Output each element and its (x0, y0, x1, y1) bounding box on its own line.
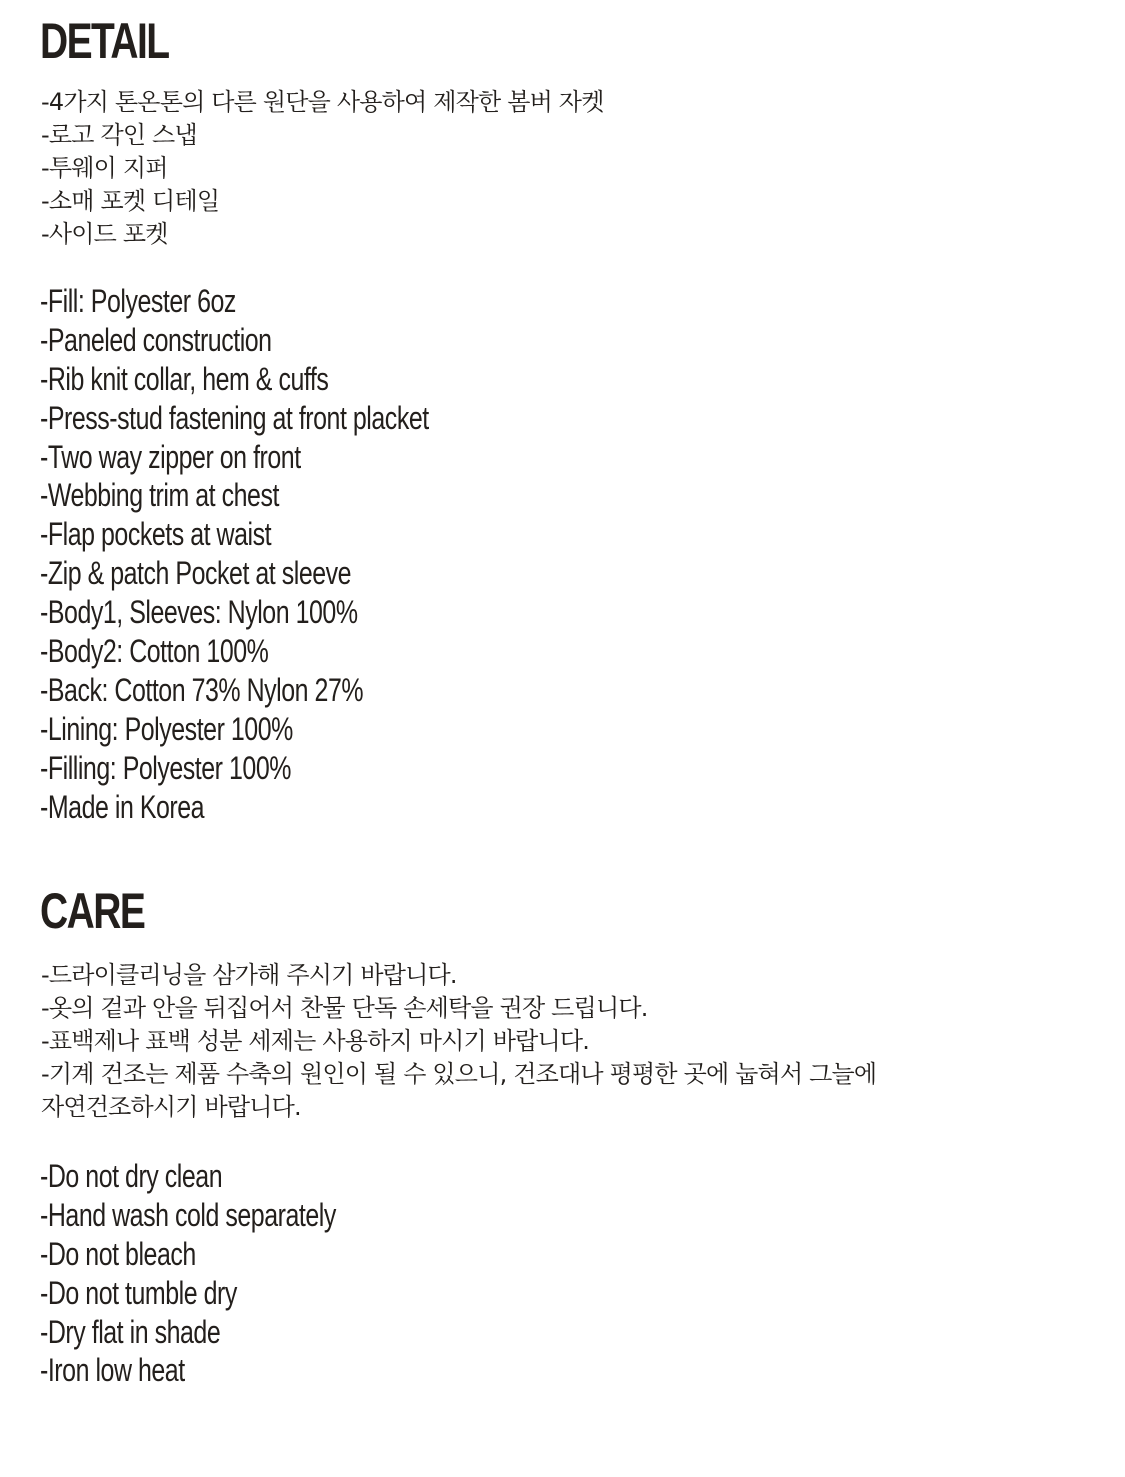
detail-english-item: -Lining: Polyester 100% (40, 710, 293, 747)
care-english-item: -Do not tumble dry (40, 1274, 237, 1311)
detail-korean-item: -4가지 톤온톤의 다른 원단을 사용하여 제작한 봄버 자켓 (41, 88, 604, 116)
detail-heading: DETAIL (40, 13, 169, 69)
care-english-item: -Do not bleach (40, 1235, 196, 1272)
detail-korean-item: -로고 각인 스냅 (41, 121, 197, 149)
detail-english-item: -Filling: Polyester 100% (40, 749, 291, 786)
care-english-item: -Dry flat in shade (40, 1313, 221, 1350)
care-english-item: -Hand wash cold separately (40, 1196, 336, 1233)
care-heading: CARE (40, 883, 145, 939)
detail-english-item: -Made in Korea (40, 788, 205, 825)
care-korean-list (41, 959, 876, 1124)
detail-english-list (40, 282, 429, 826)
detail-korean-list (41, 86, 604, 251)
care-korean-item: -옷의 겉과 안을 뒤집어서 찬물 단독 손세탁을 권장 드립니다. (41, 994, 648, 1022)
detail-korean-item: -투웨이 지퍼 (41, 154, 168, 182)
detail-english-item: -Fill: Polyester 6oz (40, 283, 236, 319)
detail-english-item: -Flap pockets at waist (40, 516, 272, 553)
detail-english-item: -Body1, Sleeves: Nylon 100% (40, 594, 358, 631)
detail-korean-item: -소매 포켓 디테일 (41, 187, 220, 215)
care-english-item: -Do not dry clean (40, 1158, 223, 1194)
detail-english-item: -Rib knit collar, hem & cuffs (40, 360, 329, 397)
detail-english-item: -Press-stud fastening at front placket (40, 399, 429, 436)
detail-english-item: -Webbing trim at chest (40, 477, 279, 514)
detail-english-item: -Back: Cotton 73% Nylon 27% (40, 671, 364, 708)
care-korean-item: -드라이클리닝을 삼가해 주시기 바랍니다. (41, 961, 457, 989)
detail-english-item: -Zip & patch Pocket at sleeve (40, 555, 352, 592)
care-korean-item: -기계 건조는 제품 수축의 원인이 될 수 있으니, 건조대나 평평한 곳에 눕혀서 그늘에 (41, 1060, 877, 1088)
detail-english-item: -Body2: Cotton 100% (40, 633, 269, 670)
care-korean-item: 자연건조하시기 바랍니다. (41, 1093, 301, 1121)
detail-english-item: -Two way zipper on front (40, 438, 301, 475)
detail-english-item: -Paneled construction (40, 321, 272, 358)
care-english-list (40, 1157, 336, 1390)
care-korean-item: -표백제나 표백 성분 세제는 사용하지 마시기 바랍니다. (41, 1027, 590, 1055)
care-english-item: -Iron low heat (40, 1352, 185, 1389)
detail-korean-item: -사이드 포켓 (41, 220, 168, 248)
